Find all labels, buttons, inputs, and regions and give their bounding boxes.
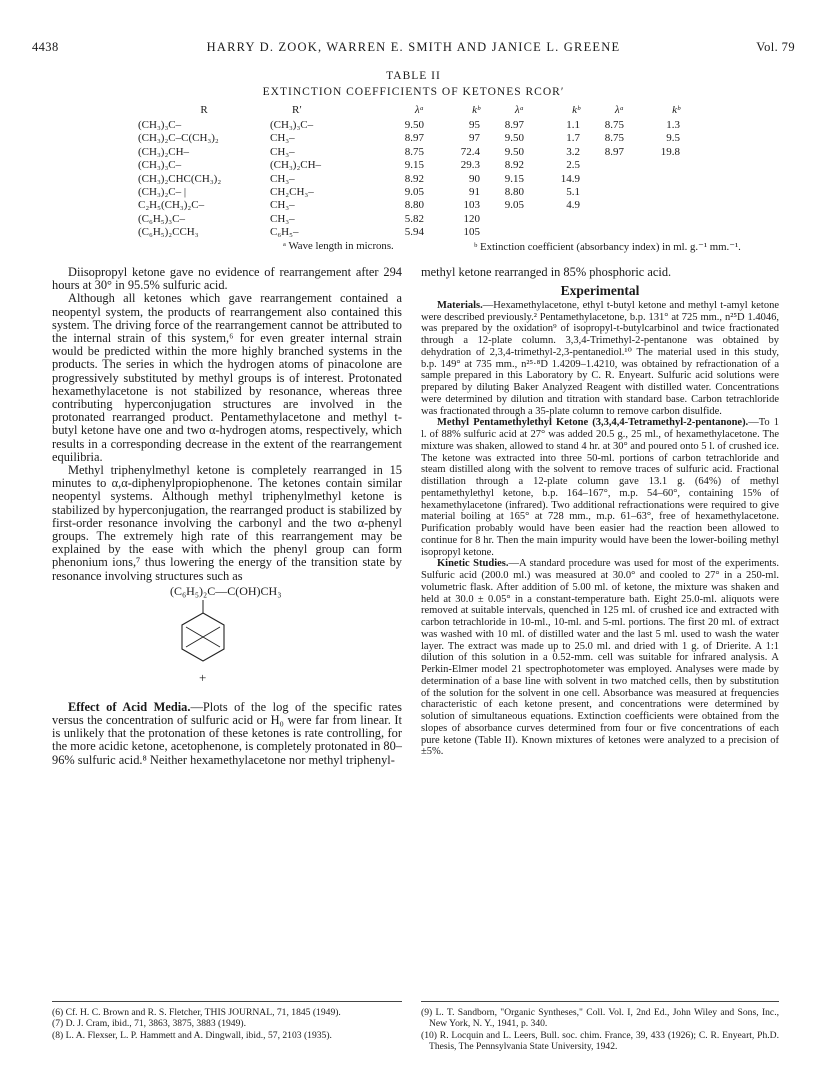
subheading-methyl-pentamethylethyl-ketone: Methyl Pentamethylethyl Ketone (3,3,4,4-Tetramethyl-2-pentanone).	[437, 417, 749, 429]
cell-r-group: (CH₃)₂CH–	[138, 145, 190, 158]
paragraph: —A standard procedure was used for most of the experiments. Sulfuric acid (200.0 ml.) was measured at 30.0° and cooled to 27° in a 250-ml. volumetric flask. After addition of 5.00 ml. of ketone, the mixture was shaken and held at 30.0 ± 0.05° in a constant-temperature bath. Eight 25.0-ml. aliquots were removed at suitable intervals, quenched in 125 ml. of crushed ice and extracted with carbon tetrachloride in 10-ml., 10-ml. and 5-ml. portions. The first 20 ml. of extract was washed with 10 ml. of distilled water and the last 5 ml. used to wash the water layer. The extract was made up to 25.0 ml. and dried with 1 g. of Drierite. A 1:1 dilution of this solution in a 0.52-mm. cell was suitable for infrared analysis. A Perkin-Elmer model 21 spectrophotometer was employed. Analyses were made by determination of a base line with solvent in two matched cells, then by substitution of the solution for the solvent in one cell. Absorbance was measured at frequencies characteristic of each ketone present, and concentrations were determined by solution of simultaneous equations. Extinction coefficients were obtained from the slopes of absorbance curves determined from four or five concentrations of each pure ketone (Table II). Known mixtures of ketones were analyzed to a precision of ±5%.	[421, 558, 780, 758]
cell-extinction: 1.7	[566, 132, 580, 145]
cell-wavelength: 9.50	[504, 132, 524, 145]
footnotes-right	[421, 1007, 779, 1052]
footnote-divider	[421, 1001, 779, 1002]
table-title: EXTINCTION COEFFICIENTS OF KETONES RCOR′	[262, 86, 565, 98]
cell-extinction: 103	[463, 199, 480, 212]
table-footnote-a: ᵃ Wave length in microns.	[283, 240, 394, 252]
volume-label: Vol. 79	[756, 40, 795, 54]
cell-wavelength: 9.50	[504, 145, 524, 158]
cell-r-group: (CH₃)₃C–	[138, 119, 182, 131]
cell-extinction	[632, 213, 680, 226]
cell-wavelength: 8.97	[604, 145, 624, 158]
cell-extinction: 9.5	[666, 132, 680, 145]
cell-extinction: 1.3	[666, 119, 680, 131]
table-row	[138, 186, 680, 199]
cell-r-group: (CH₃)₂C–C(CH₃)₂	[138, 132, 219, 145]
paragraph: —To 1 l. of 88% sulfuric acid at 27° was added 20.5 g., 25 ml., of hexamethylacetone. The mixture was shaken, allowed to stand 4 hr. at 30° and poured onto 5 l. of crushed ice. The ketone was extracted into three 50-ml. portions of carbon tetrachloride and steam distilled along with the solvent to remove traces of sulfuric acid. Fractional distillation through a 12-plate column gave 13.1 g. (64%) of methyl pentamethylethyl ketone, b.p. 164–167°, m.p. 54–60°, containing 15% of hexamethylacetone (infrared). Two additional refractionations were required to give material boiling at 165° at 728 mm., m.p. 61–63°, free of hexamethylacetone. Purification probably would have been easier had the reaction been allowed to continue for 8 hr. Then the main impurity would have been the lower-boiling methyl isopropyl ketone.	[421, 417, 779, 558]
cell-rprime-group: CH₃–	[270, 145, 295, 158]
footnote: (10) R. Locquin and L. Leers, Bull. soc. chim. France, 39, 433 (1926); C. R. Enyeart, Ph.D. Thesis, The Pennsylvania State University, 1942.	[421, 1029, 779, 1052]
cell-wavelength	[580, 199, 632, 212]
cell-wavelength: 9.50	[404, 119, 424, 131]
cell-extinction: 97	[469, 132, 480, 145]
col-header: R′	[292, 104, 302, 117]
section-title-experimental: Experimental	[560, 283, 640, 299]
extinction-coefficients-table	[138, 103, 680, 240]
cell-wavelength: 8.97	[404, 132, 424, 145]
col-header: λᵃ	[514, 104, 524, 117]
right-column	[421, 266, 779, 758]
cell-wavelength: 8.80	[504, 186, 524, 199]
cell-wavelength: 8.92	[404, 172, 424, 185]
cell-wavelength	[480, 213, 532, 226]
cell-extinction: 95	[469, 119, 480, 131]
cell-extinction	[632, 199, 680, 212]
cell-extinction	[632, 226, 680, 239]
structure-formula: (C₆H₅)₂C—C(OH)CH₃	[170, 583, 282, 598]
table-row	[138, 159, 680, 172]
subheading-materials: Materials.	[437, 299, 483, 311]
table-row	[138, 226, 680, 239]
col-header: λᵃ	[414, 104, 424, 117]
cell-wavelength: 9.15	[404, 159, 424, 172]
cell-r-group: (CH₃)₂CHC(CH₃)₂	[138, 172, 222, 185]
cell-wavelength	[580, 186, 632, 199]
cell-wavelength: 5.94	[404, 226, 424, 239]
col-header: kᵇ	[572, 104, 580, 117]
cell-extinction	[532, 213, 580, 226]
footnote: (8) L. A. Flexser, L. P. Hammett and A. Dingwall, ibid., 57, 2103 (1935).	[52, 1029, 332, 1041]
table-row	[138, 146, 680, 159]
footnote: (9) L. T. Sandborn, "Organic Syntheses," Coll. Vol. I, 2nd Ed., John Wiley and Sons, Inc., New York, N. Y., 1941, p. 340.	[421, 1007, 779, 1030]
cell-extinction: 91	[469, 186, 480, 199]
cell-wavelength	[580, 226, 632, 239]
col-header: R	[200, 104, 208, 117]
cell-rprime-group: CH₃–	[270, 132, 295, 145]
cell-wavelength: 5.82	[404, 212, 424, 225]
cell-extinction: 29.3	[460, 159, 480, 172]
footnotes-left	[52, 1007, 402, 1041]
cell-wavelength: 8.92	[504, 159, 524, 172]
cell-extinction	[532, 226, 580, 239]
cell-rprime-group: CH₃–	[270, 212, 295, 225]
cell-rprime-group: CH₂CH₃–	[270, 186, 314, 199]
running-header-authors: HARRY D. ZOOK, WARREN E. SMITH AND JANICE L. GREENE	[206, 40, 621, 54]
paragraph: —Hexamethylacetone, ethyl t-butyl ketone and methyl t-amyl ketone were described previously.² Pentamethylacetone, b.p. 131° at 725 mm., n²⁵D 1.4046, was prepared by the oxidation⁹ of isopropyl-t-butylcarbinol and twice fractionated through a 12-plate column. 3,3,4-Trimethyl-2-pentanone was obtained by dehydration of 2,3,4-trimethyl-2,3-pentanediol.¹⁰ The material used in this study, b.p. 149° at 735 mm., n²⁵·⁸D 1.4209–1.4210, was obtained by refractionation of a sample prepared in this Laboratory by C. R. Enyeart. Sulfuric acid solutions were prepared by diluting Baker Analyzed Reagent with distilled water. Concentrations were determined by dilution and titration with standard base. Carbon tetrachloride was fractionated through a 35-plate column to remove carbon disulfide.	[421, 299, 779, 417]
cell-wavelength	[580, 213, 632, 226]
col-header: λᵃ	[614, 104, 624, 117]
paragraph: methyl ketone rearranged in 85% phosphoric acid.	[421, 265, 672, 279]
page-number: 4438	[32, 40, 59, 54]
cell-rprime-group: CH₃–	[270, 199, 295, 212]
cell-wavelength	[580, 159, 632, 172]
cell-wavelength	[480, 226, 532, 239]
cell-r-group: (C₆H₅)₂CCH₃	[138, 226, 199, 239]
footnote: (6) Cf. H. C. Brown and R. S. Fletcher, THIS JOURNAL, 71, 1845 (1949).	[52, 1007, 341, 1018]
table-label: TABLE II	[386, 70, 441, 82]
table-row	[138, 132, 680, 145]
table-header-row	[138, 103, 680, 119]
cell-extinction	[632, 173, 680, 186]
cell-extinction: 2.5	[566, 159, 580, 172]
cell-extinction	[632, 159, 680, 172]
paragraph: —Plots of the log of the specific rates versus the concentration of sulfuric acid or H₀ were far from linear. It is unlikely that the protonation of these ketones is rate controlling, for the more acidic ketone, acetophenone, is completely protonated in 80–96% sulfuric acid.⁸ Neither hexamethylacetone nor methyl triphenyl-	[52, 699, 402, 767]
table-row	[138, 199, 680, 212]
benzene-ring-icon	[52, 583, 402, 701]
paragraph: Although all ketones which gave rearrangement contained a neopentyl system, the products of rearrangement also contained this system. The driving force of the rearrangement cannot be attributed to the internal strain of this system,⁶ for even greater internal strain would be predicted within the more highly branched systems in the products. The series in which the hydrogen atoms of pinacolone are progressively substituted by methyl groups is of interest. Protonated hexamethylacetone is not stabilized by resonance, whereas three contributing hyperconjugation structures are involved in the protonated rearranged product. Pentamethylacetone and methyl t-butyl ketone have one and two α-hydrogen atoms, respectively, which results in a corresponding decrease in the extent of the rearrangement equilibria.	[52, 291, 402, 464]
chemical-structure	[52, 583, 402, 701]
paragraph: Methyl triphenylmethyl ketone is completely rearranged in 15 minutes to α,α-diphenylpropiophenone. The ketones contain similar neopentyl systems. Although methyl triphenylmethyl ketone is stabilized by hyperconjugation, the rearranged product is stabilized by first-order resonance involving the carbonyl and the two α-phenyl groups. The extremely high rate of this rearrangement may be explained by the ease with which the phenyl group can form phenonium ions,⁷ thus lowering the energy of the transition state by resonance involving structures such as	[52, 463, 402, 583]
table-row	[138, 173, 680, 186]
paragraph: Diisopropyl ketone gave no evidence of rearrangement after 294 hours at 30° in 95.5% sulfuric acid.	[52, 265, 402, 293]
cell-rprime-group: (CH₃)₃C–	[270, 119, 314, 131]
cell-extinction: 14.9	[560, 172, 580, 185]
cell-r-group: (CH₃)₃C–	[138, 159, 182, 172]
cell-rprime-group: (CH₃)₂CH–	[270, 159, 322, 172]
cell-wavelength: 8.75	[604, 132, 624, 145]
cell-rprime-group: C₆H₅–	[270, 226, 299, 239]
cell-extinction: 120	[463, 212, 480, 225]
subheading-kinetic-studies: Kinetic Studies.	[437, 558, 509, 570]
cell-wavelength	[580, 173, 632, 186]
col-header: kᵇ	[472, 104, 480, 117]
cell-extinction: 105	[463, 226, 480, 239]
cell-wavelength: 9.05	[404, 186, 424, 199]
cell-extinction	[632, 186, 680, 199]
cell-wavelength: 8.75	[604, 119, 624, 131]
cell-extinction: 72.4	[460, 145, 480, 158]
section-heading-acid-media: Effect of Acid Media.	[68, 699, 191, 714]
table-row	[138, 213, 680, 226]
cell-r-group: (C₆H₅)₃C–	[138, 212, 185, 225]
footnote: (7) D. J. Cram, ibid., 71, 3863, 3875, 3883 (1949).	[52, 1018, 246, 1030]
cell-extinction: 3.2	[566, 145, 580, 158]
cell-extinction: 4.9	[566, 199, 580, 212]
left-column	[52, 266, 402, 767]
cell-extinction: 1.1	[566, 119, 580, 131]
table-row	[138, 119, 680, 132]
cell-wavelength: 8.80	[404, 199, 424, 212]
cell-extinction: 19.8	[660, 145, 680, 158]
cell-wavelength: 9.15	[504, 172, 524, 185]
cell-r-group: (CH₃)₂C– |	[138, 186, 187, 199]
cell-extinction: 5.1	[566, 186, 580, 199]
cell-wavelength: 8.97	[504, 119, 524, 131]
col-header: kᵇ	[672, 104, 680, 117]
cell-wavelength: 8.75	[404, 145, 424, 158]
table-footnote-b: ᵇ Extinction coefficient (absorbancy index) in ml. g.⁻¹ mm.⁻¹.	[474, 241, 741, 253]
footnote-divider	[52, 1001, 402, 1002]
cell-wavelength: 9.05	[504, 199, 524, 212]
cell-r-group: C₂H₅(CH₃)₂C–	[138, 199, 205, 212]
cell-extinction: 90	[469, 172, 480, 185]
structure-charge: +	[199, 669, 207, 685]
cell-rprime-group: CH₃–	[270, 172, 295, 185]
